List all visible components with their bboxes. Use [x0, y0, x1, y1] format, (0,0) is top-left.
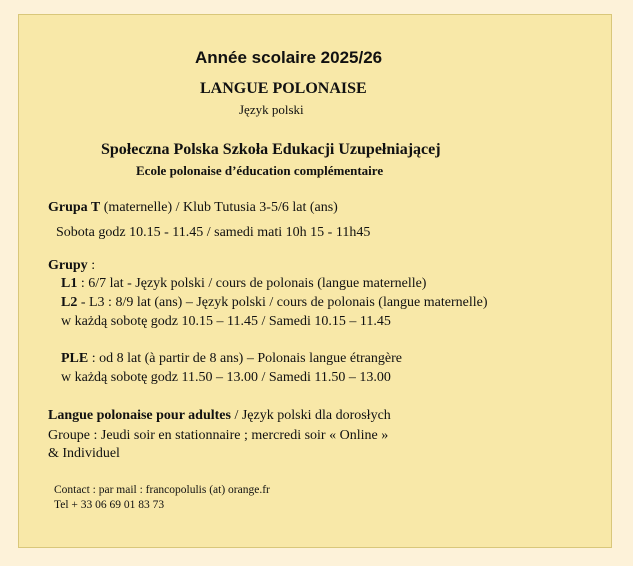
grupy-label: Grupy [48, 258, 88, 273]
group-l2-desc: - L3 : 8/9 lat (ans) – Język polski / cours de polonais (langue maternelle) [77, 295, 488, 310]
group-ple-desc: : od 8 lat (à partir de 8 ans) – Polonais langue étrangère [88, 351, 402, 366]
contact-tel: Tel + 33 06 69 01 83 73 [54, 499, 165, 511]
info-card [18, 14, 612, 548]
language-subtitle: Język polski [239, 102, 304, 117]
school-name-fr: Ecole polonaise d’éducation complémentaire [136, 163, 384, 178]
grupa-t-label: Grupa T [48, 200, 101, 215]
school-year-title: Année scolaire 2025/26 [195, 48, 383, 67]
group-l2-code: L2 [61, 295, 78, 310]
group-l1-desc: : 6/7 lat - Język polski / cours de polonais (langue maternelle) [77, 276, 427, 291]
group-l1-code: L1 [61, 276, 78, 291]
adults-groupe: Groupe : Jeudi soir en stationnaire ; mercredi soir « Online » [48, 428, 389, 443]
grupy-heading [48, 258, 95, 274]
adults-individuel: & Individuel [48, 446, 120, 461]
group-ple-schedule: w każdą sobotę godz 11.50 – 13.00 / Samedi 11.50 – 13.00 [61, 370, 391, 385]
school-name-pl: Społeczna Polska Szkoła Edukacji Uzupełniającej [101, 141, 441, 158]
contact-mail: Contact : par mail : francopolulis (at) orange.fr [54, 484, 270, 496]
group-ple-line [61, 351, 402, 367]
grupa-t-line [48, 200, 338, 216]
group-ple-code: PLE [61, 351, 89, 366]
grupy-colon: : [87, 258, 96, 273]
group-l2-schedule: w każdą sobotę godz 10.15 – 11.45 / Samedi 10.15 – 11.45 [61, 314, 391, 329]
adults-label-pl: / Język polski dla dorosłych [230, 408, 391, 423]
grupa-t-desc: (maternelle) / Klub Tutusia 3-5/6 lat (ans) [100, 200, 338, 215]
adults-label: Langue polonaise pour adultes [48, 408, 231, 423]
grupa-t-schedule: Sobota godz 10.15 - 11.45 / samedi mati 10h 15 - 11h45 [56, 225, 371, 240]
language-title: LANGUE POLONAISE [200, 80, 367, 97]
adults-line [48, 408, 391, 424]
group-l2-line [61, 295, 488, 311]
group-l1-line [61, 276, 426, 292]
